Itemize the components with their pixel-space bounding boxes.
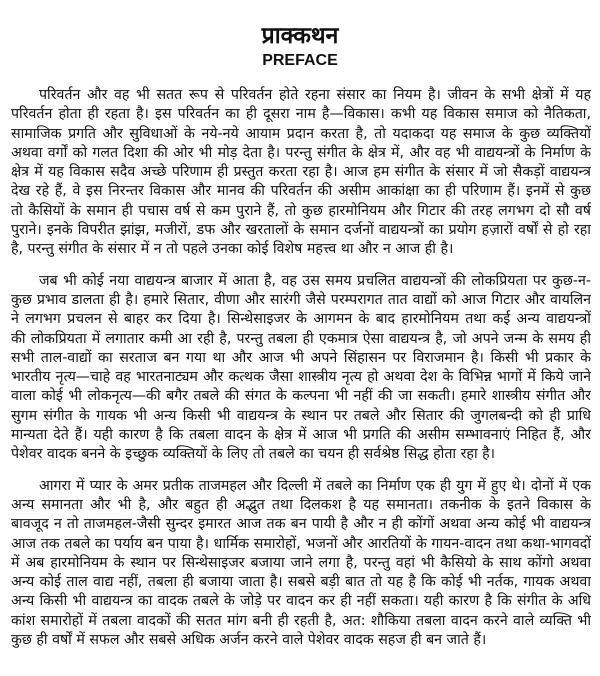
text-line: अथवा वर्गों को गलत दिशा की ओर भी मोड़ देता है। परन्तु संगीत के क्षेत्र में, और वह भी वाद्ययन्त्रों के निर्माण के: [11, 144, 591, 161]
page-title: प्राक्कथन: [261, 23, 339, 49]
text-line: अन्य समानता और भी है, और बहुत ही अद्भुत तथा दिलकश है यह समानता। तकनीक के इतने विकास के: [11, 496, 591, 513]
text-line: की लोकप्रियता में लगातार कमी आ रही है, परन्तु तबला ही एकमात्र ऐसा वाद्ययन्त्र है, जो अपने जन्म के समय ही: [11, 330, 591, 347]
text-line: ने लगभग प्रचलन से बाहर कर दिया है। सिन्थेसाइजर के आगमन के बाद हारमोनियम तथा कई अन्य वाद्ययन्त्रों: [11, 311, 591, 328]
text-line: बावजूद न तो ताजमहल-जैसी सुन्दर इमारत आज तक बन पायी है और न ही कोंगों अथवा अन्य कोई भी वाद्ययन्त्र: [11, 516, 591, 533]
text-line: भारतीय नृत्य—चाहे वह भारतनाट्यम और कत्थक जैसा शास्त्रीय नृत्य हो अथवा देश के विभिन्न भागों में किये जाने: [11, 369, 591, 386]
text-line: पुराने। इनके विपरीत झांझ, मजीरों, डफ और खरतालों के समान दर्जनों वाद्ययन्त्रों का प्रयोग हज़ारों वर्षों से हो रहा: [11, 222, 591, 239]
text-line: जब भी कोई नया वाद्ययन्त्र बाजार में आता है, वह उस समय प्रचलित वाद्ययन्त्रों की लोकप्रियता पर कुछ-न-: [39, 272, 591, 289]
text-line: अन्य किसी भी वाद्ययन्त्र का वादक तबले के जोड़े पर वादन कर ही नहीं सकता। यही कारण है कि संगीत के अधि: [11, 593, 591, 610]
text-line: पेशेवर वादक बनने के इच्छुक व्यक्तियों के लिए तो तबले का चयन ही सर्वश्रेष्ठ सिद्ध होता रहा है।: [11, 446, 496, 463]
paragraph: [11, 86, 591, 260]
text-line: में अब हारमोनियम के स्थान पर सिन्थेसाइजर बजाया जाने लगा है, परन्तु वहां भी कैसियो के साथ कोंगो अथवा: [11, 554, 591, 571]
text-line: कुछ प्रभाव डालता ही है। हमारे सितार, वीणा और सारंगी जैसे परम्परागत तात वाद्यों को आज गिटार और वायलिन: [11, 291, 591, 308]
text-line: तो कैसियों के समान ही पचास वर्ष से कम पुराने हैं, तो कुछ हारमोनियम और गिटार की तरह लगभग दो सौ वर्ष: [11, 202, 591, 219]
page-subtitle: PREFACE: [262, 52, 338, 69]
text-line: सामाजिक प्रगति और सुविधाओं के नये-नये आयाम प्रदान करता है, तो यदाकदा यह समाज के कुछ व्यक्तियों: [11, 125, 591, 142]
text-line: मान्यता देते हैं। यही कारण है कि तबला वादन के क्षेत्र में आज भी प्रगति की असीम सम्भावनाएं निहित हैं, और: [11, 427, 591, 444]
text-line: परिवर्तन होता ही रहता है। इस परिवर्तन का ही दूसरा नाम है—विकास। कभी यह विकास समाज को नैतिकता,: [11, 106, 591, 123]
text-line: सभी ताल-वाद्यों का सरताज बन गया था और आज भी अपने सिंहासन पर विराजमान है। किसी भी प्रकार के: [11, 349, 591, 366]
text-line: कुछ ही वर्षों में सफल और सबसे अधिक अर्जन करने वाले पेशेवर वादक सहज ही बन जाते हैं।: [11, 632, 487, 649]
text-line: कांश समारोहों में तबला वादकों की सतत मांग बनी ही रहती है, अत: शौकिया तबला वादन करने वाले व्यक्ति भी: [11, 612, 591, 629]
text-line: आगरा में प्यार के अमर प्रतीक ताजमहल और दिल्ली में तबले का निर्माण एक ही युग में हुए थे। दोनों में एक: [39, 477, 591, 494]
text-line: है, परन्तु संगीत के संसार में न तो पहले उनका कोई विशेष महत्त्व था और न आज ही है।: [11, 241, 454, 258]
text-line: देख रहे हैं, वे इस निरन्तर विकास और मानव की परिवर्तन की असीम आकांक्षा का ही परिणाम हैं। इनमें से कुछ: [11, 183, 591, 200]
text-line: वाला कोई भी लोकनृत्य—की बगैर तबले की संगत के कल्पना भी नहीं की जा सकती। हमारे शास्त्रीय संगीत और: [11, 388, 591, 405]
paragraph: [11, 272, 591, 465]
paragraph: [11, 477, 591, 651]
text-line: सुगम संगीत के गायक भी अन्य किसी भी वाद्ययन्त्र के स्थान पर तबले और सितार की जुगलबन्दी को ही प्राधि: [11, 407, 591, 424]
text-line: परिवर्तन और वह भी सतत रूप से परिवर्तन होते रहना संसार का नियम है। जीवन के सभी क्षेत्रों में यह: [39, 87, 591, 103]
text-line: आज तक तबले का पर्याय बन पाया है। धार्मिक समारोहों, भजनों और आरतियों के गायन-वादन तथा कथा-भागवदों: [11, 535, 591, 552]
text-line: क्षेत्र में यह विकास सदैव अच्छे परिणाम ही प्रस्तुत करता रहा है। आज हम संगीत के संसार में जो सैकड़ों वाद्ययन्त्र: [11, 164, 591, 181]
text-line: अन्य कोई ताल वाद्य नहीं, तबला ही बजाया जाता है। सबसे बड़ी बात तो यह है कि कोई भी नर्तक, गायक अथवा: [11, 574, 591, 591]
document-body: [11, 86, 591, 662]
